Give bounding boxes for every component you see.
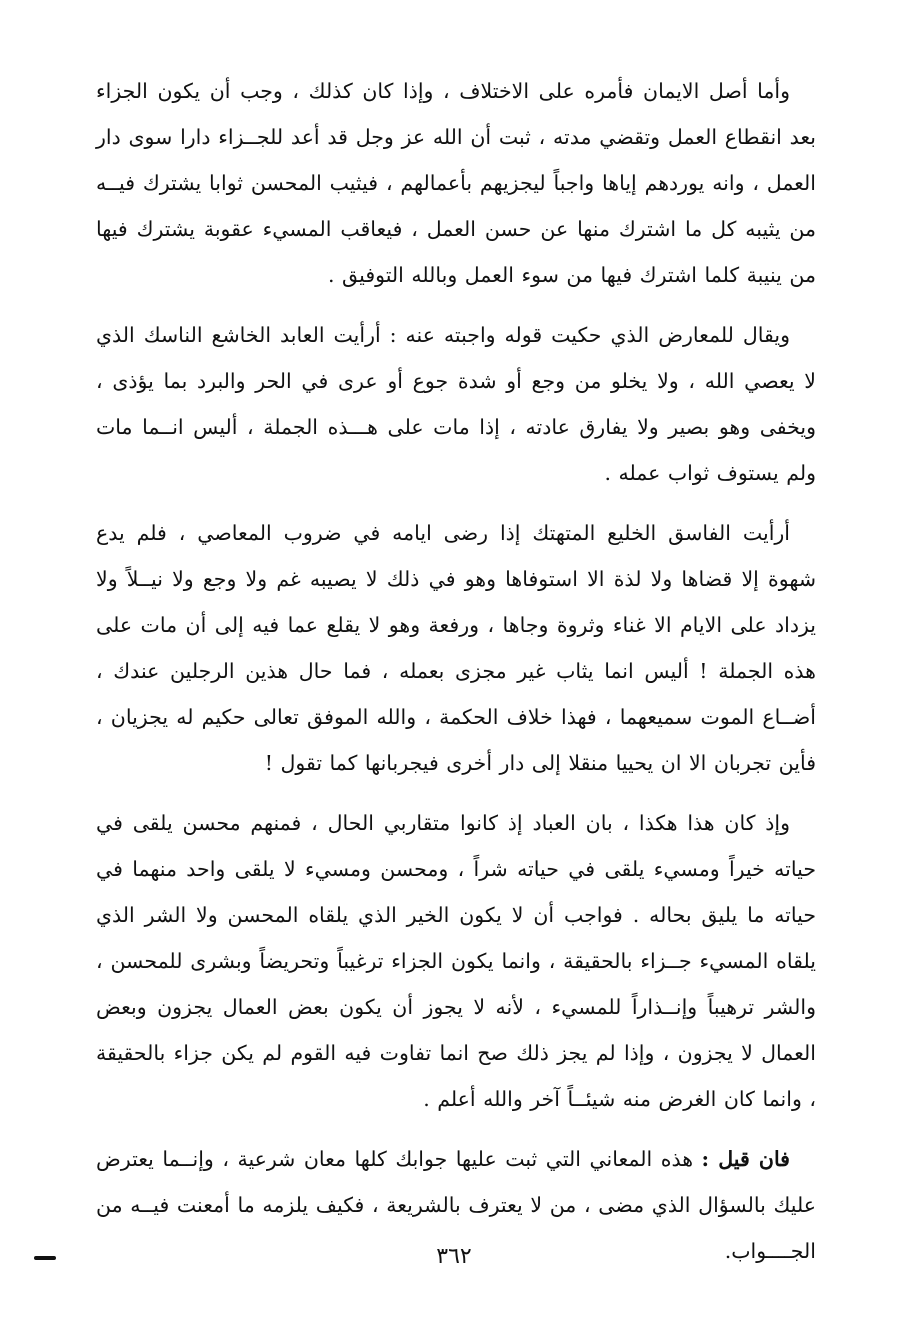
- paragraph-text: وإذ كان هذا هكذا ، بان العباد إذ كانوا متقاربي الحال ، فمنهم محسن يلقى في حياته خيراً ومسيء يلقى في حياته شراً ، ومحسن ومسيء لا يلقى واحد منهما في حياته ما يليق بحاله . فواجب أن لا يكون الخير الذي يلقاه المحسن ولا الشر الذي يلقاه المسيء جــزاء بالحقيقة ، وانما يكون الجزاء ترغيباً وتحريضاً وبشرى للمحسن ، والشر ترهيباً وإنــذاراً للمسيء ، لأنه لا يجوز أن يكون بعض العمال يجزون وبعض العمال لا يجزون ، وإذا لم يجز ذلك صح انما تفاوت فيه القوم لم يكن جزاء بالحقيقة ، وانما كان الغرض منه شيئــاً آخر والله أعلم .: [96, 811, 816, 1111]
- paragraph-text: وأما أصل الايمان فأمره على الاختلاف ، وإذا كان كذلك ، وجب أن يكون الجزاء بعد انقطاع العمل وتقضي مدته ، ثبت أن الله عز وجل قد أعد للجــزاء دارا سوى دار العمل ، وانه يوردهم إياها واجباً ليجزيهم بأعمالهم ، فيثيب المحسن ثوابا يشترك فيــه من يثيبه كل ما اشترك منها عن حسن العمل ، فيعاقب المسيء عقوبة يشترك فيها من ينيبة كلما اشترك فيها من سوء العمل وبالله التوفيق .: [96, 79, 816, 287]
- paragraph-text: ويقال للمعارض الذي حكيت قوله واجبته عنه : أرأيت العابد الخاشع الناسك الذي لا يعصي الله ، ولا يخلو من وجع أو شدة جوع أو عرى في الحر والبرد بما يؤذى ، ويخفى وهو بصير ولا يفارق عادته ، إذا مات على هـــذه الجملة ، أليس انــما مات ولم يستوف ثواب عمله .: [96, 323, 816, 485]
- paragraph-text: أرأيت الفاسق الخليع المتهتك إذا رضى ايامه في ضروب المعاصي ، فلم يدع شهوة إلا قضاها ولا لذة الا استوفاها وهو في ذلك لا يصيبه غم ولا وجع ولا نيــلاً ولا يزداد على الايام الا غناء وثروة وجاها ، ورفعة وهو لا يقلع عما فيه إلى أن مات على هذه الجملة ! أليس انما يثاب غير مجزى بعمله ، فما حال هذين الرجلين عندك ، أضــاع الموت سميعهما ، فهذا خلاف الحكمة ، والله الموفق تعالى حكيم له يجزيان ، فأين تجربان الا ان يحييا منقلا إلى دار أخرى فيجربانها كما تقول !: [96, 521, 816, 775]
- paragraph-lead: فان قيل :: [701, 1147, 790, 1171]
- page-number: ٣٦٢: [436, 1244, 472, 1269]
- paragraph-3: [96, 510, 816, 786]
- paragraph-1: [96, 68, 816, 298]
- paragraph-4: [96, 800, 816, 1122]
- body-text: [96, 68, 816, 1274]
- margin-mark: [34, 1256, 56, 1260]
- paragraph-text: هذه المعاني التي ثبت عليها جوابك كلها معان شرعية ، وإنــما يعترض عليك بالسؤال الذي مضى ، من لا يعترف بالشريعة ، فكيف يلزمه ما أمعنت فيــه من الجــــواب.: [96, 1147, 816, 1263]
- paragraph-2: [96, 312, 816, 496]
